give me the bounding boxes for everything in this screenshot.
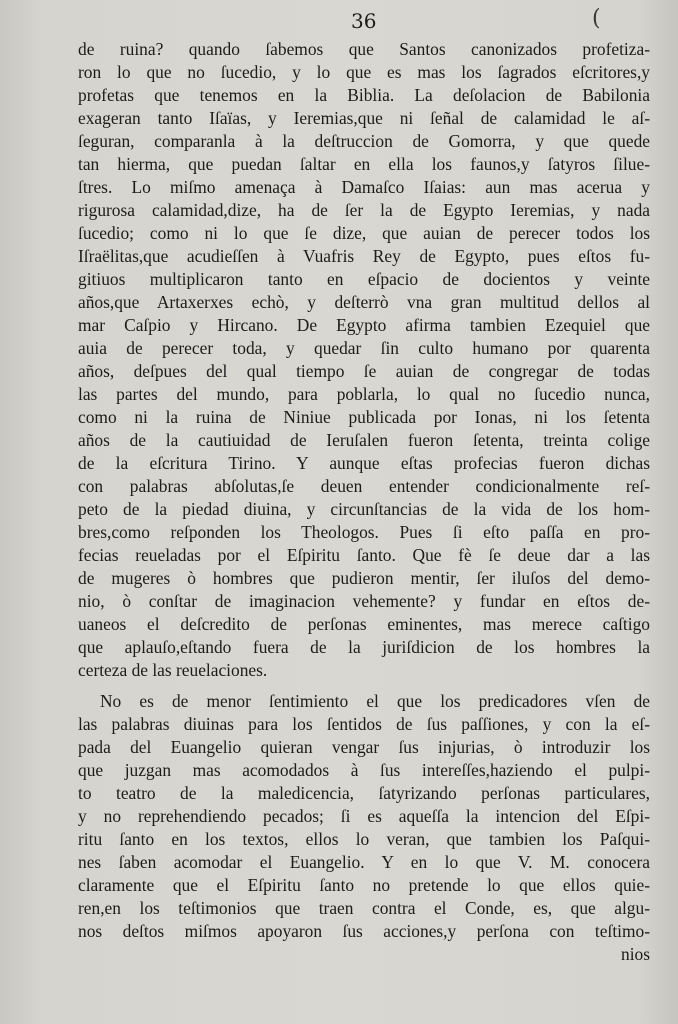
text-line: ron lo que no ſucedio, y lo que es mas los ſagrados eſcritores,y (78, 62, 650, 82)
text-line: y no reprehendiendo pecados; ſi es aqueſſa la intencion del Eſpi- (78, 806, 650, 826)
text-line: años,que Artaxerxes echò, y deſterrò vna gran multitud dellos al (78, 292, 650, 312)
text-line: pada del Euangelio quieran vengar ſus injurias, ò introduzir los (78, 737, 650, 757)
text-line: ſtres. Lo miſmo amenaça à Damaſco Iſaias: aun mas acerua y (78, 177, 650, 197)
text-line: exageran tanto Iſaïas, y Ieremias,que ni ſeñal de calamidad le aſ- (78, 108, 650, 128)
text-line: gitiuos multiplicaron tanto en eſpacio de docientos y veinte (78, 269, 650, 289)
text-line: bres,como reſponden los Theologos. Pues ſi eſto paſſa en pro- (78, 522, 650, 542)
text-line: las partes del mundo, para poblarla, lo qual no ſucedio nunca, (78, 384, 650, 404)
text-line: ren,en los teſtimonios que traen contra el Conde, es, que algu- (78, 898, 650, 918)
text-line: de mugeres ò hombres que pudieron mentir, ſer iluſos del demo- (78, 568, 650, 588)
text-line: profetas que tenemos en la Biblia. La deſolacion de Babilonia (78, 85, 650, 105)
paragraph-2 (78, 690, 650, 943)
text-line: ſeguran, comparanla à la deſtruccion de Gomorra, y que quede (78, 131, 650, 151)
margin-mark: ( (592, 6, 601, 31)
text-line: claramente que el Eſpiritu ſanto no pretende lo que ellos quie- (78, 875, 650, 895)
text-line: rigurosa calamidad,dize, ha de ſer la de Egypto Ieremias, y nada (78, 200, 650, 220)
text-line: Iſraëlitas,que acudieſſen à Vuafris Rey de Egypto, pues eſtos fu- (78, 246, 650, 266)
text-line: con palabras abſolutas,ſe deuen entender condicionalmente reſ- (78, 476, 650, 496)
text-line: de la eſcritura Tirino. Y aunque eſtas profecias fueron dichas (78, 453, 650, 473)
text-line: de ruina? quando ſabemos que Santos canonizados profetiza- (78, 39, 650, 59)
text-line: ritu ſanto en los textos, ellos lo veran, que tambien los Paſqui- (78, 829, 650, 849)
text-line: años de la cautiuidad de Ieruſalen fueron ſetenta, treinta colige (78, 430, 650, 450)
text-line: nes ſaben acomodar el Euangelio. Y en lo que V. M. conocera (78, 852, 650, 872)
text-line: las palabras diuinas para los ſentidos de ſus paſſiones, y con la eſ- (78, 714, 650, 734)
text-line: peto de la piedad diuina, y circunſtancias de la vida de los hom- (78, 499, 650, 519)
text-line: fecias reueladas por el Eſpiritu ſanto. Que fè ſe deue dar a las (78, 545, 650, 565)
text-line: que juzgan mas acomodados à ſus intereſſes,haziendo el pulpi- (78, 760, 650, 780)
text-line: como ni la ruina de Niniue publicada por Ionas, ni los ſetenta (78, 407, 650, 427)
text-line: No es de menor ſentimiento el que los predicadores vſen de (100, 691, 650, 711)
paragraph-1 (78, 38, 650, 682)
text-line: tan hierma, que puedan ſaltar en ella los faunos,y ſatyros ſilue- (78, 154, 650, 174)
text-line: auia de perecer toda, y quedar ſin culto humano por quarenta (78, 338, 650, 358)
text-line: mar Caſpio y Hircano. De Egypto afirma tambien Ezequiel que (78, 315, 650, 335)
text-line: nio, ò conſtar de imaginacion vehemente? y fundar en eſtos de- (78, 591, 650, 611)
text-line: que aplauſo,eſtando fuera de la juriſdicion de los hombres la (78, 637, 650, 657)
text-line: años, deſpues del qual tiempo ſe auian de congregar de todas (78, 361, 650, 381)
paragraph-gap (78, 682, 650, 690)
body-text (78, 38, 650, 966)
page-number: 36 (351, 9, 377, 33)
text-line: certeza de las reuelaciones. (78, 660, 268, 680)
text-line: nos deſtos miſmos apoyaron ſus acciones,y perſona con teſtimo- (78, 921, 650, 941)
text-line: to teatro de la maledicencia, ſatyrizando perſonas particulares, (78, 783, 650, 803)
catchword: nios (621, 944, 650, 964)
text-line: uaneos el deſcredito de perſonas eminentes, mas merece caſtigo (78, 614, 650, 634)
text-line: ſucedio; como ni lo que ſe dize, que auian de perecer todos los (78, 223, 650, 243)
